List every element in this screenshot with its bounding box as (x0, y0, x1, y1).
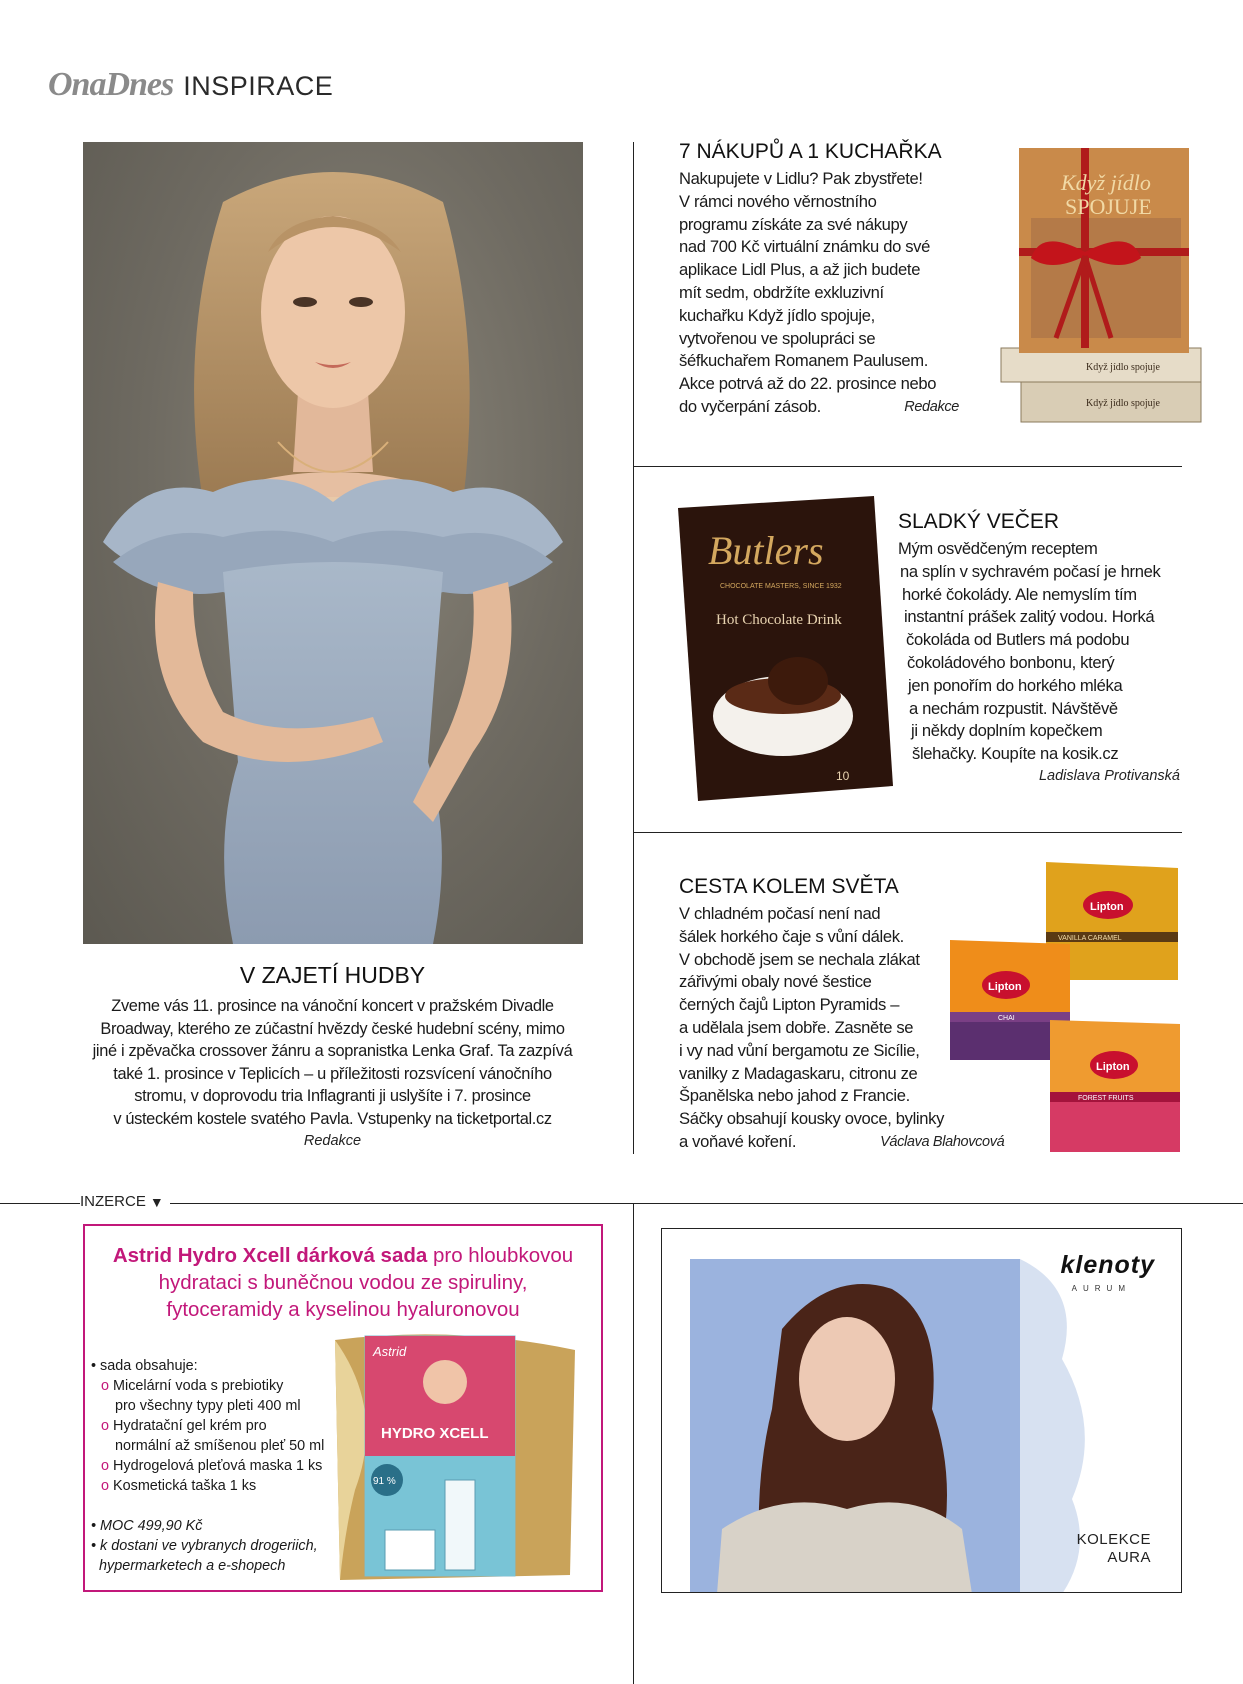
inzerce-text: INZERCE (80, 1193, 146, 1210)
article-body (80, 995, 585, 1131)
package-count: 10 (836, 769, 850, 783)
article-line: kuchařku Když jídlo spojuje, (679, 305, 875, 325)
ads-column-divider (633, 1203, 634, 1684)
page-header (48, 66, 333, 104)
triangle-down-icon: ▼ (149, 1193, 164, 1210)
article-line: zářivými obaly nové šestice (679, 972, 872, 992)
cookbook-image (961, 148, 1211, 428)
klenoty-collection: KOLEKCE AURA (1076, 1531, 1151, 1566)
article-line: a nechám rozpustit. Návštěvě (909, 698, 1118, 718)
tea-flavor: FOREST FRUITS (1078, 1095, 1134, 1102)
list-item: o Hydrogelová pleťová maska 1 ks (101, 1458, 323, 1474)
section-divider (633, 832, 1182, 833)
article-line (679, 396, 959, 419)
article-line: i vy nad vůní bergamotu ze Sicílie, (679, 1040, 920, 1060)
article-v-zajeti-hudby (80, 962, 585, 1149)
inzerce-label (80, 1193, 170, 1210)
article-line: Sáčky obsahují kousky ovoce, bylinky (679, 1109, 945, 1129)
list-item: o Hydratační gel krém pro (101, 1418, 267, 1434)
tea-flavor: CHAI (998, 1015, 1015, 1022)
ads-divider (0, 1203, 1243, 1204)
list-item: o Kosmetická taška 1 ks (101, 1478, 257, 1494)
list-item-cont: pro všechny typy pleti 400 ml (115, 1398, 301, 1414)
article-line: jen ponořím do horkého mléka (908, 675, 1123, 695)
article-author: Václava Blahovcová (880, 1133, 1005, 1150)
astrid-gift-bag-image (325, 1330, 580, 1585)
ad-availability: hypermarketech a e-shopech (99, 1558, 286, 1574)
klenoty-advertisement[interactable] (661, 1228, 1182, 1593)
package-tagline: CHOCOLATE MASTERS, SINCE 1932 (720, 583, 842, 590)
ad-headline (85, 1226, 601, 1323)
article-line: instantní prášek zalitý vodou. Horká (904, 607, 1155, 627)
article-line: programu získáte za své nákupy (679, 214, 908, 234)
article-cesta-kolem-sveta (679, 875, 1005, 1154)
article-line: Akce potrvá až do 22. prosince nebo (679, 374, 937, 394)
section-divider (633, 466, 1182, 467)
package-product: Hot Chocolate Drink (716, 612, 842, 628)
hot-chocolate-package (678, 496, 893, 801)
product-brand: Astrid (373, 1344, 407, 1359)
article-line: Broadway, kterého ze zúčastní hvězdy české hudební scény, mimo (100, 1019, 565, 1038)
article-author: Redakce (904, 398, 959, 415)
article-body (679, 903, 1005, 1154)
article-title: V ZAJETÍ HUDBY (239, 962, 426, 988)
article-line: čokoládového bonbonu, který (907, 652, 1115, 672)
product-name: HYDRO XCELL (381, 1425, 489, 1442)
article-line: čokoláda od Butlers má podobu (906, 630, 1130, 650)
article-line: jiné i zpěvačka crossover žánru a sopranistka Lenka Graf. Ta zazpívá (92, 1042, 573, 1061)
article-line: na splín v sychravém počasí je hrnek (900, 561, 1161, 581)
tea-flavor: VANILLA CARAMEL (1058, 935, 1122, 942)
article-body (898, 538, 1188, 766)
ad-headline-bold: Astrid Hydro Xcell dárková sada (112, 1244, 428, 1267)
tea-brand: Lipton (988, 981, 1022, 993)
article-line: V rámci nového věrnostního (679, 191, 877, 211)
astrid-advertisement[interactable] (83, 1224, 603, 1592)
article-line: také 1. prosince v Teplicích – u příležitosti rozsvícení vánočního (113, 1064, 552, 1083)
tea-brand: Lipton (1096, 1061, 1130, 1073)
book-spine: Když jídlo spojuje (1086, 398, 1160, 409)
article-line: vanilky z Madagaskaru, citronu ze (679, 1063, 918, 1083)
book-spine: Když jídlo spojuje (1086, 362, 1160, 373)
article-line: a udělala jsem dobře. Zasněte se (679, 1017, 914, 1037)
article-title: SLADKÝ VEČER (898, 510, 1060, 533)
klenoty-logo: klenoty (1060, 1251, 1155, 1279)
tea-brand: Lipton (1090, 901, 1124, 913)
package-brand: Butlers (708, 528, 824, 573)
portrait-illustration (83, 142, 583, 944)
list-item: o Micelární voda s prebiotiky (101, 1378, 284, 1394)
book-title: Když jídlo (1061, 170, 1151, 195)
ad-headline-text: hydrataci s buněčnou vodou ze spiruliny, (158, 1271, 528, 1294)
article-line: černých čajů Lipton Pyramids – (679, 995, 900, 1015)
article-line: vytvořenou ve spolupráci se (679, 328, 876, 348)
article-line: V chladném počasí není nad (679, 904, 881, 923)
article-line: šlehačky. Koupíte na kosik.cz (912, 744, 1119, 764)
article-line: šéfkuchařem Romanem Paulusem. (679, 351, 929, 371)
article-line: Zveme vás 11. prosince na vánoční koncert v pražském Divadle (111, 997, 554, 1015)
ad-headline-text: pro hloubkovou (427, 1244, 574, 1267)
ad-product-list (91, 1356, 324, 1576)
article-line: Španělska nebo jahod z Francie. (679, 1086, 910, 1106)
article-line: Nakupujete v Lidlu? Pak zbystřete! (679, 169, 923, 188)
article-line: aplikace Lidl Plus, a až jich budete (679, 260, 921, 280)
article-line-text: do vyčerpání zásob. (679, 396, 821, 416)
article-line: horké čokolády. Ale nemyslím tím (902, 584, 1137, 604)
ad-price: • MOC 499,90 Kč (91, 1518, 203, 1534)
article-body (679, 168, 959, 419)
article-author: Ladislava Protivanská (1038, 767, 1180, 784)
article-7-nakupu (679, 140, 959, 419)
article-line: V obchodě jsem se nechala zlákat (679, 949, 920, 969)
article-title: 7 NÁKUPŮ A 1 KUCHAŘKA (679, 140, 942, 163)
article-title: CESTA KOLEM SVĚTA (679, 875, 899, 898)
article-line: stromu, v doprovodu tria Inflagranti ji uslyšíte i 7. prosince (134, 1087, 531, 1106)
article-author: Redakce (303, 1132, 362, 1149)
section-title: INSPIRACE (183, 71, 334, 101)
ad-availability: • k dostani ve vybranych drogeriich, (91, 1538, 318, 1554)
article-line (679, 1131, 1005, 1154)
klenoty-sub: AURUM (1071, 1284, 1131, 1293)
article-line: mít sedm, obdržíte exkluzivní (679, 282, 884, 302)
book-title: SPOJUJE (1065, 194, 1152, 219)
article-line: šálek horkého čaje s vůní dálek. (679, 926, 904, 946)
portrait-photo (83, 142, 583, 944)
brand-logo: OnaDnes (48, 66, 174, 103)
article-line: v ústeckém kostele svatého Pavla. Vstupenky na ticketportal.cz (113, 1109, 552, 1128)
list-intro: • sada obsahuje: (91, 1358, 198, 1374)
article-line: Mým osvědčeným receptem (898, 539, 1098, 558)
ad-headline-text: fytoceramidy a kyselinou hyaluronovou (166, 1298, 520, 1321)
article-line-text: a voňavé koření. (679, 1131, 797, 1151)
list-item-cont: normální až smíšenou pleť 50 ml (115, 1438, 325, 1454)
lipton-tea-boxes (948, 860, 1188, 1155)
product-badge: 91 % (373, 1476, 396, 1487)
article-line: nad 700 Kč virtuální známku do své (679, 237, 930, 257)
article-sladky-vecer (898, 510, 1188, 784)
article-line: ji někdy doplním kopečkem (911, 721, 1103, 741)
column-divider (633, 142, 634, 1154)
